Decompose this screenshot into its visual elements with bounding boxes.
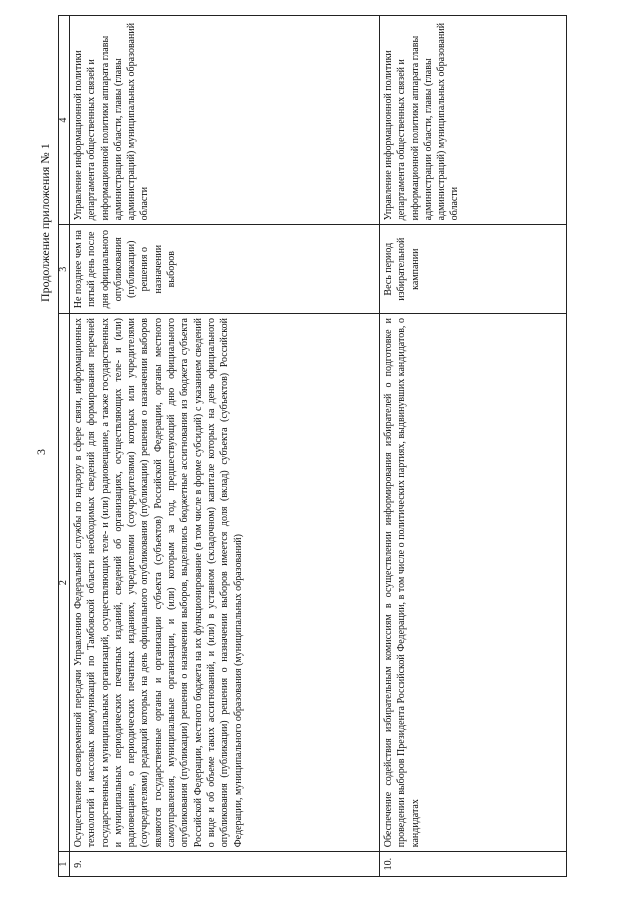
events-table — [58, 15, 567, 877]
table-header-row — [59, 16, 70, 877]
responsible-text: Управление информационной политики департамента общественных связей и информационной политики аппарата главы администрации области, главы (главы администраций) муниципальных образований области — [380, 16, 567, 225]
deadline-text: Не позднее чем на пятый день после дня официального опубликования (публикации) решения о назначении выборов — [70, 225, 380, 314]
header-col-3: 3 — [59, 225, 70, 314]
deadline-text: Весь период избирательной кампании — [380, 225, 567, 314]
continuation-note: Продолжение приложения № 1 — [38, 143, 52, 302]
responsible-text: Управление информационной политики департамента общественных связей и информационной политики аппарата главы администрации области, главы (главы администраций) муниципальных образований области — [70, 16, 380, 225]
page-number: 3 — [34, 449, 48, 455]
table-row — [380, 16, 567, 877]
measure-text: Осуществление своевременной передачи Управлению Федеральной службы по надзору в сфере связи, информационных технологий и массовых коммуникаций по Тамбовской области необходимых сведений для формирования перечней государственных и муниципальных организаций, осуществляющих теле- и (или) радиовещание, а также государственных и муниципальных периодических печатных изданий, сведений об организациях, осуществляющих теле- и (или) радиовещание, о периодических печатных изданиях, учредителями (соучредителями) которых или учредителями (соучредителями) редакций которых на день официального опубликования (публикации) решения о назначении выборов являются государственные органы и организации субъекта (субъектов) Российской Федерации, органы местного самоуправления, муниципальные организации, и (или) которым за год, предшествующий дню официального опубликования (публикации) решения о назначении выборов, выделялись бюджетные ассигнования из бюджета субъекта Российской Федерации, местного бюджета на их функционирование (в том числе в форме субсидий) с указанием сведений о виде и об объеме таких ассигнований, и (или) в уставном (складочном) капитале которых на день официального опубликования (публикации) решения о назначении выборов имеется доля (вклад) субъекта (субъектов) Российской Федерации, муниципального образования (муниципальных образований) — [70, 314, 380, 852]
header-col-1: 1 — [59, 852, 70, 877]
measure-text: Обеспечение содействия избирательным комиссиям в осуществлении информирования избирателей о подготовке и проведении выборов Президента Российской Федерации, в том числе о политических партиях, выдвинувших кандидатов, о кандидатах — [380, 314, 567, 852]
header-col-2: 2 — [59, 314, 70, 852]
row-number: 10. — [380, 852, 567, 877]
header-col-4: 4 — [59, 16, 70, 225]
row-number: 9. — [70, 852, 380, 877]
table-row — [70, 16, 380, 877]
